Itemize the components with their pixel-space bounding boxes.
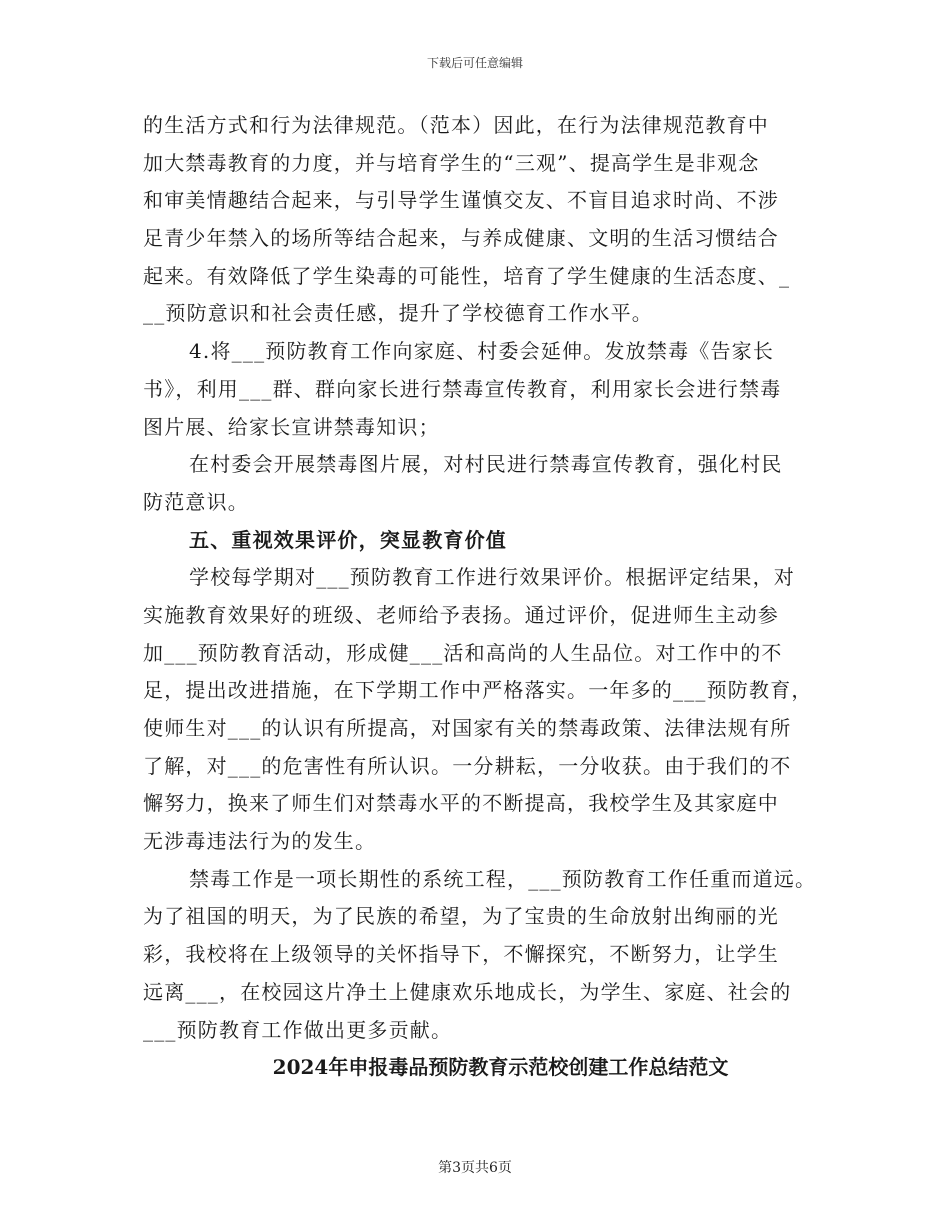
paragraph-line: 学校每学期对___预防教育工作进行效果评价。根据评定结果，对 [189,565,795,590]
paragraph-line: 图片展、给家长宣讲禁毒知识； [143,414,440,439]
document-title: 2024年申报毒品预防教育示范校创建工作总结范文 [272,1055,729,1080]
paragraph-line: 的生活方式和行为法律规范。（范本）因此，在行为法律规范教育中 [143,113,769,137]
section-heading: 五、重视效果评价，突显教育价值 [189,527,507,552]
paragraph-line: 远离___，在校园这片净土上健康欢乐地成长，为学生、家庭、社会的 [143,979,792,1004]
paragraph-line: 使师生对___的认识有所提高，对国家有关的禁毒政策、法律法规有所 [143,716,792,740]
paragraph-line: 和审美情趣结合起来，与引导学生谨慎交友、不盲目追求时尚、不涉 [143,188,779,213]
paragraph-line: __预防意识和社会责任感，提升了学校德育工作水平。 [143,301,653,326]
paragraph-line: 加___预防教育活动，形成健___活和高尚的人生品位。对工作中的不 [143,640,783,665]
document-body [143,107,828,1087]
page-footer: 第3页共6页 [438,1160,512,1176]
paragraph-line: 防范意识。 [143,489,249,514]
paragraph-line: 加大禁毒教育的力度，并与培育学生的“三观”、提高学生是非观念 [143,150,760,175]
paragraph-line: 足，提出改进措施，在下学期工作中严格落实。一年多的___预防教育， [143,678,813,703]
paragraph-line: 禁毒工作是一项长期性的系统工程，___预防教育工作任重而道远。 [189,866,817,891]
paragraph-line: 实施教育效果好的班级、老师给予表扬。通过评价，促进师生主动参 [143,602,779,627]
paragraph-line: 懈努力，换来了师生们对禁毒水平的不断提高，我校学生及其家庭中 [143,791,779,816]
paragraph-line: ___预防教育工作做出更多贡献。 [143,1017,453,1042]
paragraph-line: 了解，对___的危害性有所认识。一分耕耘，一分收获。由于我们的不 [143,753,792,778]
page-header: 下载后可任意编辑 [426,56,523,70]
paragraph-line: 书》，利用___群、群向家长进行禁毒宣传教育，利用家长会进行禁毒 [143,376,782,401]
paragraph-line: 为了祖国的明天，为了民族的希望，为了宝贵的生命放射出绚丽的光 [143,904,779,929]
paragraph-line: 起来。有效降低了学生染毒的可能性，培育了学生健康的生活态度、_ [143,263,791,288]
paragraph-line: 足青少年禁入的场所等结合起来，与养成健康、文明的生活习惯结合 [143,226,779,251]
paragraph-line: 无涉毒违法行为的发生。 [143,829,377,854]
paragraph-line: 4.将___预防教育工作向家庭、村委会延伸。发放禁毒《告家长 [189,339,775,364]
paragraph-line: 彩，我校将在上级领导的关怀指导下，不懈探究，不断努力，让学生 [143,942,779,967]
paragraph-line: 在村委会开展禁毒图片展，对村民进行禁毒宣传教育，强化村民 [189,452,783,477]
